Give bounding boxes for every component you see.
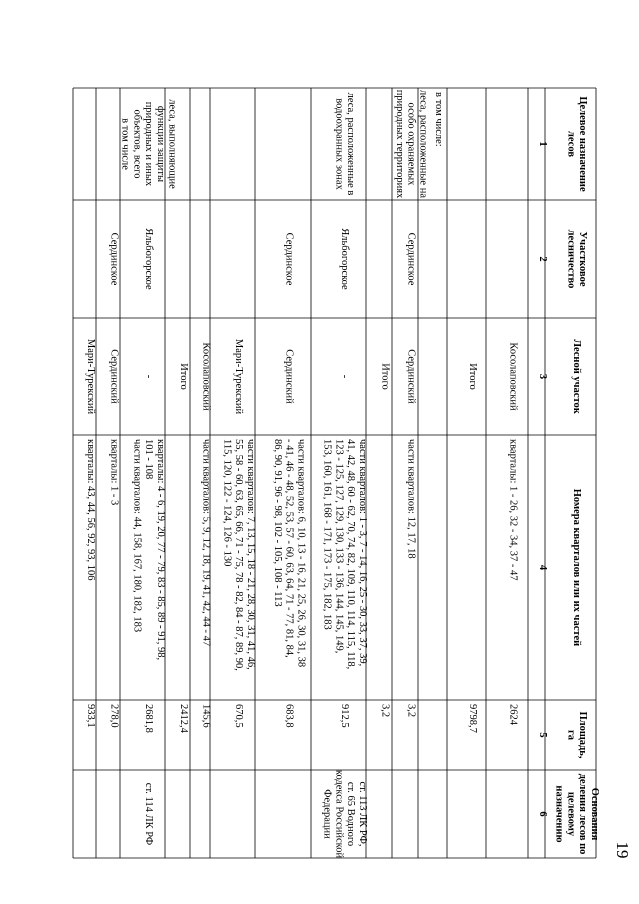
r-vod2-c2: Сердинское (283, 232, 295, 286)
r-vod3-c4-line-3: 115, 120, 122 - 124, 126 - 130 (221, 439, 233, 567)
header-col6-line-1: Основания (588, 787, 600, 841)
r-itogo3-c5: 2412,4 (178, 704, 190, 733)
column-number-6: 6 (537, 811, 549, 817)
r-vod2-c5: 683,8 (283, 704, 295, 728)
r-vod2-c4-line-3: 86, 90, 91, 96 - 98, 102 - 105, 108 - 113 (271, 439, 283, 607)
r-itogo1-c5: 9798,7 (467, 704, 479, 733)
r-vod1-c4-line-3: 123 - 125, 127, 129, 130, 133 - 136, 144, 145, 149, (333, 439, 345, 654)
r-kos-c4: кварталы: 1 - 26, 32 - 34, 37 - 47 (507, 439, 519, 581)
r-zash2-c3: Сердинский (108, 349, 120, 404)
r-oopt-c5: 3,2 (405, 704, 417, 718)
column-number-5: 5 (537, 732, 549, 738)
r-itogo2-c5: 3,2 (379, 704, 391, 718)
header-col6-line-2: деления лесов по (577, 773, 589, 855)
column-number-2: 2 (537, 256, 549, 262)
r-vod1-c3: - (339, 374, 351, 379)
r-oopt-c4: части кварталов: 12, 17, 18 (405, 439, 417, 559)
header-col1-line-2: лесов (565, 131, 577, 157)
r-kos-c5: 2624 (507, 704, 519, 725)
header-col6-line-3: целевому (565, 791, 577, 837)
r-vod1-c2: Яльбогорское (339, 228, 351, 290)
header-col2-line-2: лесничество (565, 229, 577, 289)
r-zash2-c5: 278,0 (108, 704, 120, 728)
column-number-4: 4 (537, 564, 549, 571)
r-vod1-c5: 912,5 (339, 704, 351, 728)
header-col3: Лесной участок (571, 339, 583, 414)
r-zash1-c4-line-2: 101 - 108 (143, 439, 155, 480)
r-zash1-c3: - (143, 374, 155, 379)
r-vod1-c6-line-3: кодекса Российской (333, 769, 345, 859)
r-zash1-c1-line-3: природных и иных (143, 101, 155, 187)
r-vod3-c4-line-2: 55, 58 - 60, 63, 65, 66, 71 - 75, 78 - 82, 84 - 87, 89, 90, (233, 439, 245, 671)
header-col4: Номера кварталов или их частей (571, 488, 583, 647)
header-col1-line-1: Целевое назначение (577, 96, 589, 192)
r-vod1-c6-line-1: ст. 113 ЛК РФ, (356, 781, 368, 847)
r-oopt-c1-line-1: леса, расположенные на (417, 89, 429, 199)
r-vod4-c3: Косолаповский (200, 342, 212, 411)
r-zash3-c3: Мари-Турекский (85, 338, 97, 415)
r-zash3-c4: кварталы: 43, 44, 56, 92, 93, 106 (85, 439, 97, 581)
header-col2-line-1: Участковое (577, 231, 589, 287)
r-oopt-c1-line-3: природных территориях (393, 89, 405, 199)
r-vod4-c5: 145,6 (200, 704, 212, 728)
r-vod3-c3: Мари-Турекский (233, 338, 245, 415)
r-oopt-c3: Сердинский (405, 349, 417, 404)
r-vod2-c4-line-2: - 41, 46 - 48, 52, 53, 57 - 60, 63, 64, 71 - 77, 81, 84, (283, 439, 295, 658)
r-zash2-c2: Сердинское (108, 232, 120, 286)
r-vod1-c6-line-2: ст. 65 Водного (345, 781, 357, 847)
r-vod1-c4-line-4: 153, 160, 161, 168 - 171, 173 - 175, 182, 183 (321, 439, 333, 630)
column-number-1: 1 (537, 141, 549, 147)
r-itogo1-c3: Итого (467, 363, 479, 390)
header-col6-line-4: назначению (553, 785, 565, 843)
header-col5-line-1: Площадь, (577, 711, 589, 759)
column-number-3: 3 (537, 373, 549, 380)
r-vtom1-c1: в том числе: (433, 92, 445, 147)
r-vod1-c4-line-2: 41, 42, 48, 60 - 62, 70, 74, 82, 109, 110, 114, 115, 118, (345, 439, 357, 670)
r-vod3-c4-line-1: части кварталов: 7, 13, 15, 18 - 21, 28, 30, 31, 41, 46, (244, 439, 256, 670)
r-itogo2-c3: Итого (379, 363, 391, 390)
r-zash1-c2: Яльбогорское (143, 228, 155, 290)
r-zash1-c1-line-5: в том числе (119, 118, 131, 170)
forest-purpose-table (85, 90, 600, 859)
r-zash1-c1-line-2: функции защиты (154, 105, 166, 183)
r-vod1-c1-line-2: водоохранных зонах (333, 98, 345, 190)
r-itogo3-c3: Итого (178, 363, 190, 390)
r-zash2-c4: кварталы: 1 - 3 (108, 439, 120, 506)
r-vod2-c4-line-1: части кварталов: 6, 10, 13 - 16, 21, 25, 26, 30, 31, 38 (295, 439, 307, 668)
page-number: 19 (613, 841, 632, 859)
r-oopt-c2: Сердинское (405, 232, 417, 286)
r-vod3-c5: 670,5 (233, 704, 245, 728)
r-zash3-c5: 933,1 (85, 704, 97, 728)
r-oopt-c1-line-2: особо охраняемых (405, 102, 417, 186)
r-zash1-c1-line-1: леса, выполняющие (166, 99, 178, 189)
r-vod1-c6-line-4: Федерации (321, 789, 333, 839)
r-kos-c3: Косолаповский (507, 342, 519, 411)
r-vod1-c4-line-1: части кварталов: 1 - 3, 7 - 14, 16, 25 - 30, 33, 37, 39, (356, 439, 368, 667)
r-zash1-c4-line-1: кварталы: 4 - 6, 19, 20, 77 - 79, 83 - 85, 89 - 91, 98, (154, 439, 166, 661)
r-vod1-c1-line-1: леса, расположенные в (345, 92, 357, 196)
r-zash1-c5: 2681,8 (143, 704, 155, 733)
r-zash1-c4-line-3: части кварталов: 44, 158, 167, 180, 182, 183 (131, 439, 143, 633)
header-col5-line-2: га (565, 729, 577, 741)
r-vod2-c3: Сердинский (283, 349, 295, 404)
r-zash1-c1-line-4: объектов, всего (131, 109, 143, 179)
r-zash1-c6: ст. 114 ЛК РФ (143, 782, 155, 846)
r-vod4-c4: части кварталов: 5, 9, 12, 18, 19, 41, 42, 44 - 47 (200, 439, 212, 647)
